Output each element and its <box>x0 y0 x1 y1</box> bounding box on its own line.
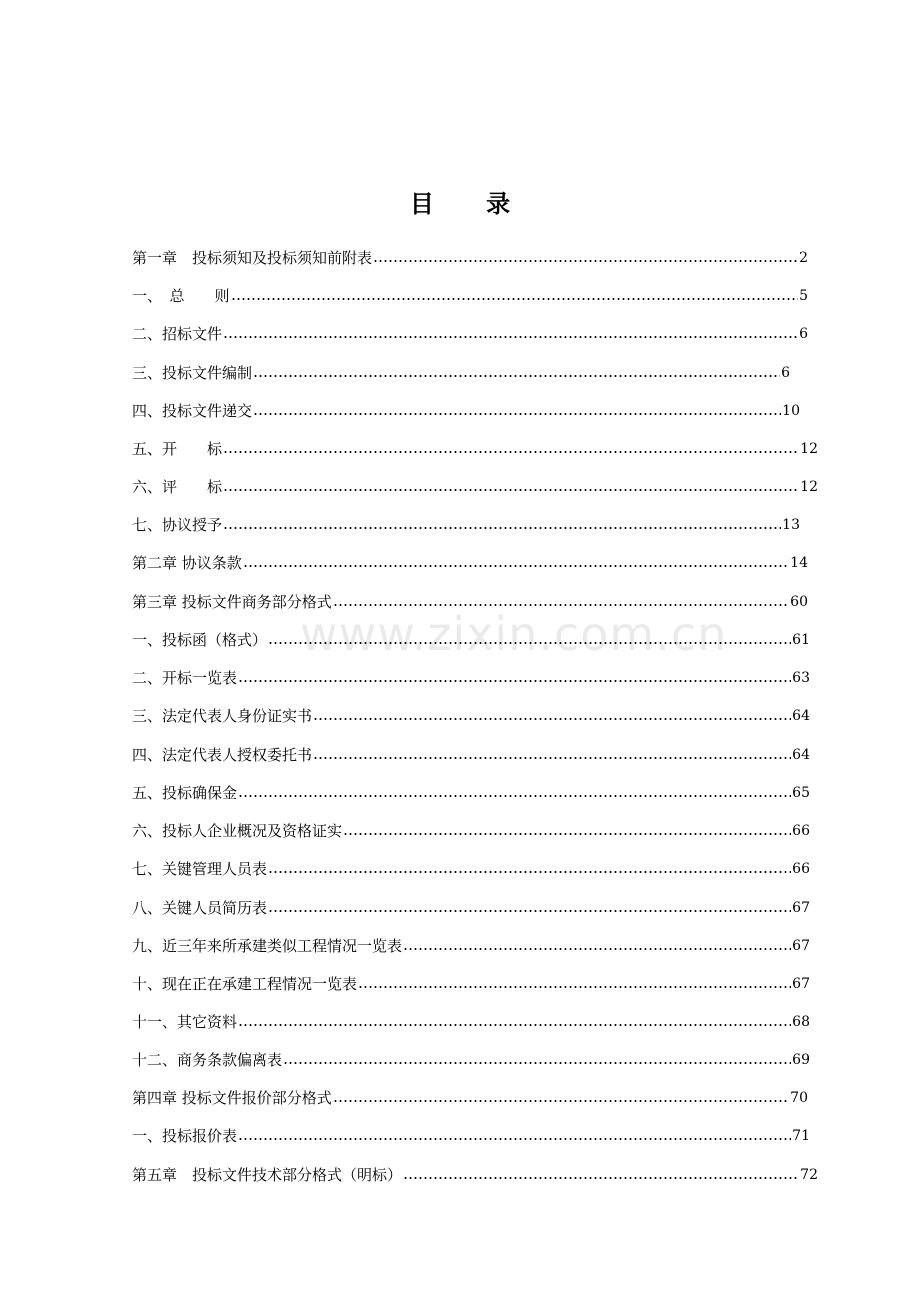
toc-dot-leader <box>253 375 780 377</box>
toc-entry[interactable] <box>132 1010 810 1034</box>
watermark-text: www.zixin.com.cn <box>300 607 728 661</box>
toc-entry-page-number: 6 <box>781 365 790 381</box>
toc-dot-leader <box>343 833 791 835</box>
toc-entry[interactable] <box>132 590 808 614</box>
toc-entry-label: 三、法定代表人身份证实书 <box>132 707 313 725</box>
toc-entry[interactable] <box>132 475 818 499</box>
toc-entry-page-number: 2 <box>799 250 808 266</box>
toc-dot-leader <box>333 1100 789 1102</box>
toc-dot-leader <box>373 260 798 262</box>
toc-entry-page-number: 60 <box>790 594 808 610</box>
toc-dot-leader <box>238 795 791 797</box>
toc-entry-page-number: 14 <box>790 555 808 571</box>
toc-entry-label: 四、投标文件递交 <box>132 402 253 420</box>
toc-entry[interactable] <box>132 743 810 767</box>
toc-entry-label: 七、协议授予 <box>132 516 223 534</box>
toc-entry-label: 第五章 投标文件技术部分格式（明标） <box>132 1166 403 1184</box>
toc-entry-page-number: 66 <box>792 823 810 839</box>
toc-dot-leader <box>313 757 791 759</box>
toc-entry[interactable] <box>132 513 800 537</box>
toc-dot-leader <box>231 298 799 300</box>
toc-entry[interactable] <box>132 399 800 423</box>
toc-entry-label: 七、关键管理人员表 <box>132 860 268 878</box>
toc-entry-label: 一、投标函（格式） <box>132 631 268 649</box>
toc-entry-label: 一、投标报价表 <box>132 1127 238 1145</box>
toc-entry-page-number: 6 <box>799 326 808 342</box>
toc-entry-label: 六、评 标 <box>132 478 223 496</box>
toc-entry[interactable] <box>132 704 810 728</box>
toc-entry-label: 十一、其它资料 <box>132 1013 238 1031</box>
toc-entry-page-number: 72 <box>800 1167 818 1183</box>
toc-entry-label: 第四章 投标文件报价部分格式 <box>132 1089 332 1107</box>
toc-entry[interactable] <box>132 819 810 843</box>
toc-dot-leader <box>403 948 791 950</box>
toc-entry[interactable] <box>132 361 790 385</box>
toc-entry-label: 一、 总 则 <box>132 287 230 305</box>
toc-entry-label: 二、招标文件 <box>132 325 223 343</box>
toc-entry-page-number: 70 <box>790 1090 808 1106</box>
toc-dot-leader <box>268 910 791 912</box>
toc-entry[interactable] <box>132 972 810 996</box>
toc-entry-page-number: 13 <box>782 517 800 533</box>
toc-entry-label: 第三章 投标文件商务部分格式 <box>132 593 332 611</box>
toc-entry-page-number: 68 <box>792 1014 810 1030</box>
toc-entry[interactable] <box>132 246 808 270</box>
toc-entry[interactable] <box>132 857 810 881</box>
toc-entry[interactable] <box>132 322 808 346</box>
toc-entry-page-number: 5 <box>799 288 808 304</box>
toc-entry-label: 九、近三年来所承建类似工程情况一览表 <box>132 937 403 955</box>
toc-entry[interactable] <box>132 781 810 805</box>
toc-entry[interactable] <box>132 1163 818 1187</box>
toc-entry[interactable] <box>132 628 810 652</box>
toc-dot-leader <box>238 680 791 682</box>
toc-dot-leader <box>223 489 799 491</box>
toc-entry[interactable] <box>132 934 810 958</box>
toc-entry[interactable] <box>132 896 810 920</box>
toc-entry[interactable] <box>132 1086 808 1110</box>
toc-dot-leader <box>243 565 789 567</box>
toc-entry-page-number: 64 <box>792 708 810 724</box>
toc-entry-page-number: 63 <box>792 670 810 686</box>
toc-entry-page-number: 66 <box>792 861 810 877</box>
toc-dot-leader <box>223 336 798 338</box>
toc-entry-label: 二、开标一览表 <box>132 669 238 687</box>
toc-entry-label: 四、法定代表人授权委托书 <box>132 746 313 764</box>
toc-entry-page-number: 67 <box>792 900 810 916</box>
toc-entry-page-number: 61 <box>792 632 810 648</box>
toc-dot-leader <box>313 718 791 720</box>
page-title: 目 录 <box>409 189 533 218</box>
toc-dot-leader <box>268 871 791 873</box>
toc-entry-label: 第二章 协议条款 <box>132 554 242 572</box>
toc-dot-leader <box>223 527 781 529</box>
toc-entry-label: 六、投标人企业概况及资格证实 <box>132 822 343 840</box>
toc-entry-label: 三、投标文件编制 <box>132 364 253 382</box>
toc-dot-leader <box>283 1062 791 1064</box>
toc-entry-page-number: 67 <box>792 976 810 992</box>
toc-dot-leader <box>403 1177 799 1179</box>
toc-dot-leader <box>238 1024 791 1026</box>
toc-entry[interactable] <box>132 1124 810 1148</box>
toc-entry-page-number: 64 <box>792 747 810 763</box>
toc-dot-leader <box>358 986 791 988</box>
toc-entry-label: 十二、商务条款偏离表 <box>132 1051 283 1069</box>
toc-entry[interactable] <box>132 437 818 461</box>
toc-entry-page-number: 10 <box>782 403 800 419</box>
toc-entry-label: 第一章 投标须知及投标须知前附表 <box>132 249 373 267</box>
toc-dot-leader <box>253 413 781 415</box>
toc-entry[interactable] <box>132 284 808 308</box>
toc-dot-leader <box>333 604 789 606</box>
toc-entry[interactable] <box>132 1048 810 1072</box>
toc-dot-leader <box>238 1138 791 1140</box>
toc-entry-label: 八、关键人员简历表 <box>132 899 268 917</box>
toc-dot-leader <box>268 642 791 644</box>
toc-entry-page-number: 69 <box>792 1052 810 1068</box>
toc-entry-label: 五、投标确保金 <box>132 784 238 802</box>
toc-entry[interactable] <box>132 666 810 690</box>
toc-dot-leader <box>223 451 799 453</box>
toc-entry-page-number: 67 <box>792 938 810 954</box>
toc-entry-page-number: 12 <box>800 479 818 495</box>
toc-entry-page-number: 71 <box>792 1128 810 1144</box>
toc-entry-label: 五、开 标 <box>132 440 223 458</box>
toc-entry-label: 十、现在正在承建工程情况一览表 <box>132 975 358 993</box>
toc-entry-page-number: 65 <box>792 785 810 801</box>
toc-entry-page-number: 12 <box>800 441 818 457</box>
toc-entry[interactable] <box>132 551 808 575</box>
